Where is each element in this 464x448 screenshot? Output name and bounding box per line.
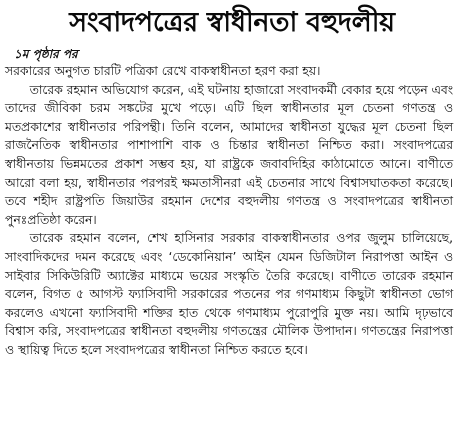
article-paragraph: তারেক রহমান বলেন, শেখ হাসিনার সরকার বাকস্বাধীনতার ওপর জুলুম চালিয়েছে, সাংবাদিকদের দমন করেছে এবং ‘ডেকোনিয়ান’ আইন যেমন ডিজিটাল নিরাপত্তা আইন ও সাইবার সিকিউরিটি অ্যাক্টের মাধ্যমে ভয়ের সংস্কৃতি তৈরি করেছে। বাণীতে তারেক রহমান বলেন, বিগত ৫ আগস্ট ফ্যাসিবাদী সরকারের পতনের পর গণমাধ্যম কিছুটা স্বাধীনতা ভোগ করলেও এখনো ফ্যাসিবাদী শক্তির হাত থেকে গণমাধ্যম পুরোপুরি মুক্ত নয়। আমি দৃঢ়ভাবে বিশ্বাস করি, সংবাদপত্রের স্বাধীনতা বহুদলীয় গণতন্ত্রের মৌলিক উপাদান। গণতন্ত্রের নিরাপত্তা ও স্থায়িত্ব দিতে হলে সংবাদপত্রের স্বাধীনতা নিশ্চিত করতে হবে। — [5, 231, 453, 357]
continued-from-label: ১ম পৃষ্ঠার পর — [14, 47, 78, 61]
headline: সংবাদপত্রের স্বাধীনতা বহুদলীয় — [69, 7, 395, 38]
article-body — [5, 62, 453, 360]
article-paragraph: তারেক রহমান অভিযোগ করেন, এই ঘটনায় হাজারো সংবাদকর্মী বেকার হয়ে পড়েন এবং তাদের জীবিকা চরম সঙ্কটের মুখে পড়ে। এটি ছিল স্বাধীনতার মূল চেতনা গণতন্ত্র ও মতপ্রকাশের স্বাধীনতার পরিপন্থী। তিনি বলেন, আমাদের স্বাধীনতা যুদ্ধের মূল চেতনা ছিল রাজনৈতিক স্বাধীনতার পাশাপাশি বাক ও চিন্তার স্বাধীনতা নিশ্চিত করা। সংবাদপত্রের স্বাধীনতায় ভিন্নমতের প্রকাশ সম্ভব হয়, যা রাষ্ট্রকে জবাবদিহির কাঠামোতে আনে। বাণীতে আরো বলা হয়, স্বাধীনতার পরপরই ক্ষমতাসীনরা এই চেতনার সাথে বিশ্বাসঘাতকতা করেছে। তবে শহীদ রাষ্ট্রপতি জিয়াউর রহমান দেশের বহুদলীয় গণতন্ত্র ও সংবাদপত্রের স্বাধীনতা পুনঃপ্রতিষ্ঠা করেন। — [5, 82, 453, 227]
article-paragraph: সরকারের অনুগত চারটি পত্রিকা রেখে বাকস্বাধীনতা হরণ করা হয়। — [5, 64, 321, 78]
